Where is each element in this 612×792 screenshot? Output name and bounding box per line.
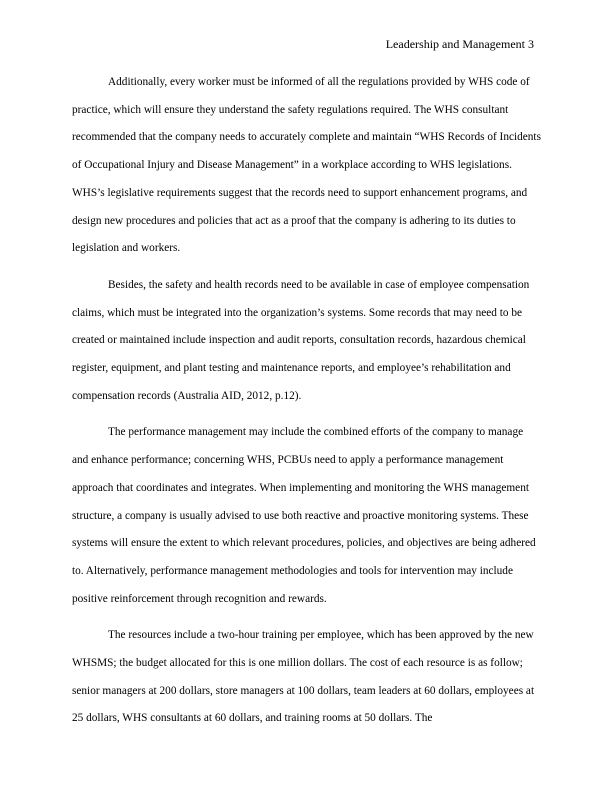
paragraph-compensation-records: Besides, the safety and health records need to be available in case of employee compensation claims, which must be integrated into the organization’s systems. Some records that may need to be created or maintained include inspection and audit reports, consultation records, hazardous chemical register, equipment, and plant testing and maintenance reports, and employee’s rehabilitation and compensation records (Australia AID, 2012, p.12). xyxy=(72,278,530,402)
paragraph-whs-records: Additionally, every worker must be informed of all the regulations provided by WHS code of practice, which will ensure they understand the safety regulations required. The WHS consultant recommended that the company needs to accurately complete and maintain “WHS Records of Incidents of Occupational Injury and Disease Management” in a workplace according to WHS legislations. WHS’s legislative requirements suggest that the records need to support enhancement programs, and design new procedures and policies that act as a proof that the company is adhering to its duties to legislation and workers. xyxy=(72,76,541,255)
paragraph-resources: The resources include a two-hour training per employee, which has been approved by the new WHSMS; the budget allocated for this is one million dollars. The cost of each resource is as follow; senior managers at 200 dollars, store managers at 100 dollars, team leaders at 60 dollars, employees at 25 dollars, WHS consultants at 60 dollars, and training rooms at 50 dollars. The xyxy=(72,629,535,725)
paragraph-performance-management: The performance management may include the combined efforts of the company to manage and enhance performance; concerning WHS, PCBUs need to apply a performance management approach that coordinates and integrates. When implementing and monitoring the WHS management structure, a company is usually advised to use both reactive and proactive monitoring systems. These systems will ensure the extent to which relevant procedures, policies, and objectives are being adhered to. Alternatively, performance management methodologies and tools for intervention may include positive reinforcement through recognition and rewards. xyxy=(72,426,536,605)
running-header: Leadership and Management 3 xyxy=(385,37,534,51)
body-text xyxy=(72,69,542,742)
